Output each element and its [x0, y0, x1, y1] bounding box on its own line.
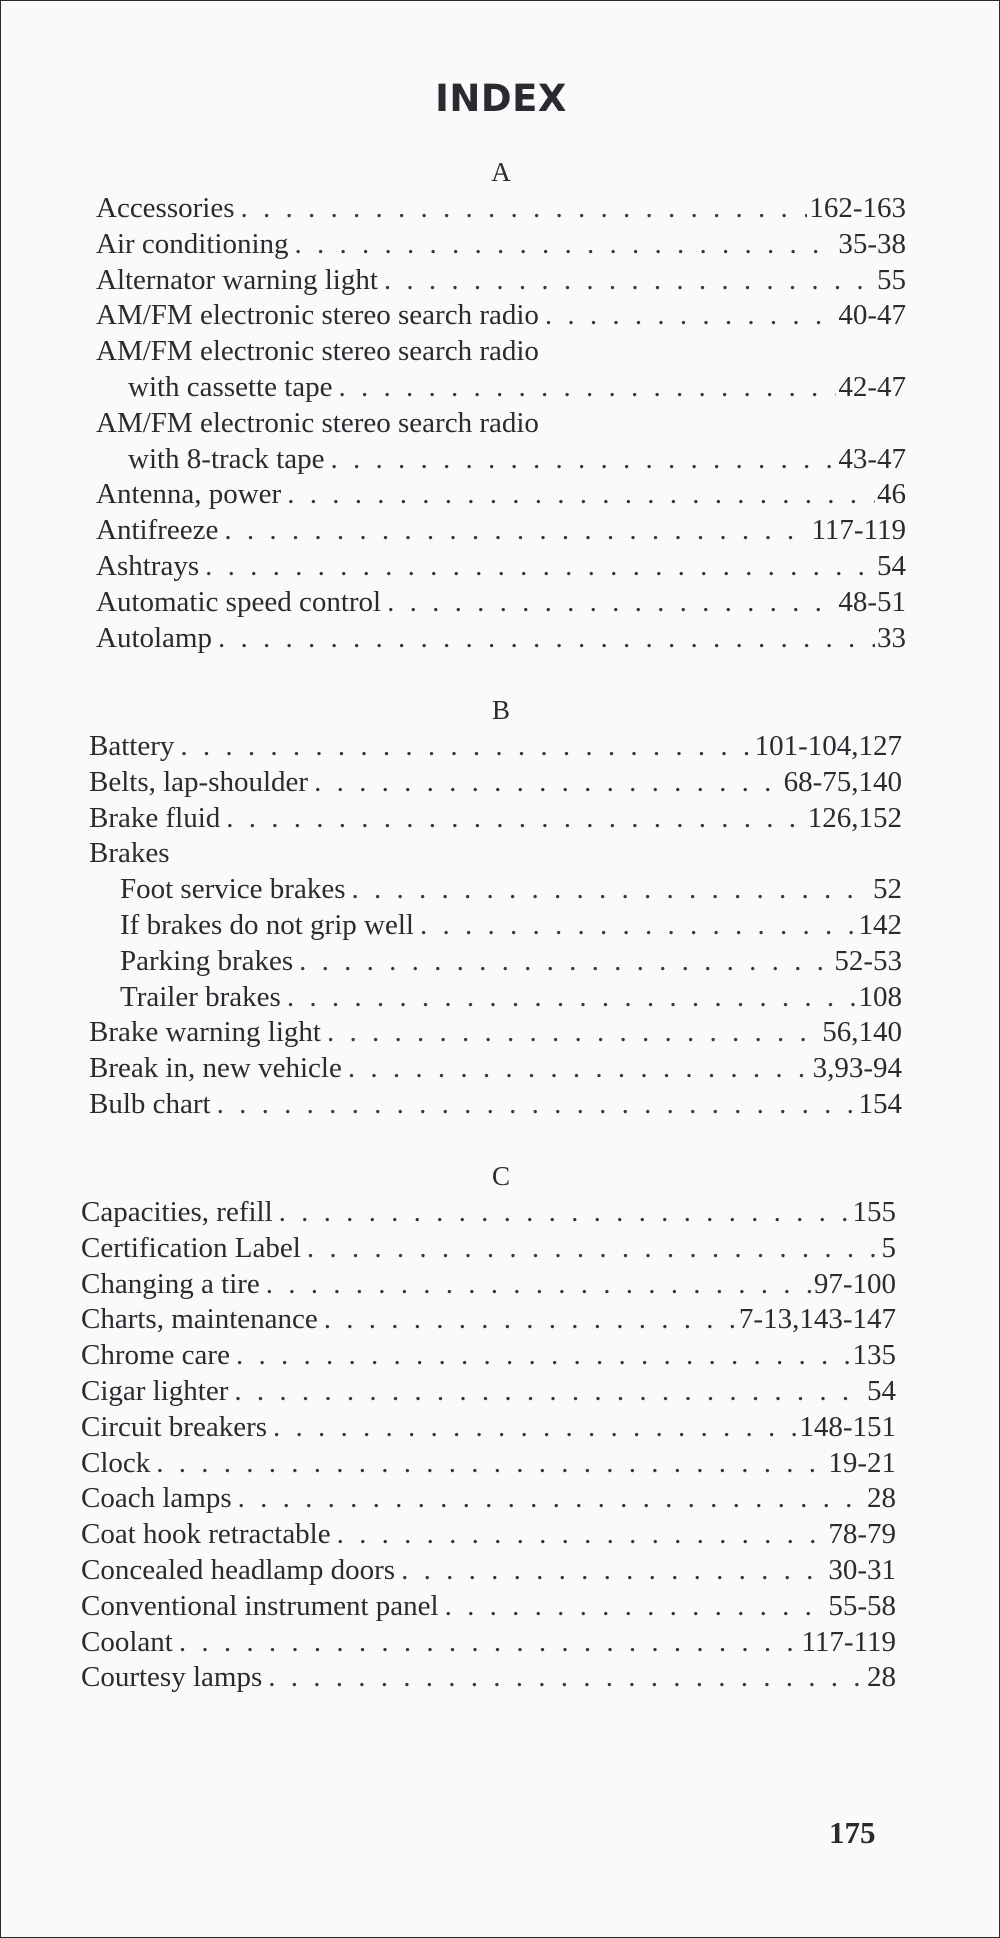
entry-pages: 108: [858, 980, 902, 1013]
index-entry: [81, 1410, 896, 1446]
entry-label: Antifreeze: [96, 514, 219, 547]
dot-leader: [236, 1338, 851, 1374]
entry-label: If brakes do not grip well: [120, 908, 414, 941]
entry-pages: 126,152: [807, 801, 902, 834]
entry-label: Concealed headlamp doors: [81, 1553, 396, 1586]
index-entry: [81, 1553, 896, 1589]
entry-pages: 46: [877, 478, 906, 511]
index-section-b: [1, 691, 1000, 1123]
section-letter: B: [491, 695, 510, 725]
dot-leader: [287, 980, 857, 1016]
entry-pages: 117-119: [801, 1625, 896, 1658]
entry-pages: 40-47: [838, 299, 906, 332]
entry-pages: 101-104,127: [754, 730, 902, 762]
dot-leader: [273, 1410, 797, 1446]
entry-label: Battery: [89, 730, 175, 762]
index-entry: [81, 1195, 896, 1231]
entry-pages: 117-119: [811, 514, 906, 547]
index-entry: [89, 872, 902, 908]
section-letter: A: [491, 157, 511, 187]
entry-label: AM/FM electronic stereo search radio: [96, 406, 539, 439]
entry-label: Air conditioning: [96, 227, 289, 260]
dot-leader: [224, 513, 809, 549]
dot-leader: [327, 1015, 820, 1051]
entry-label: Antenna, power: [96, 478, 282, 511]
entry-pages: 7-13,143-147: [738, 1303, 896, 1336]
entry-label: Bulb chart: [89, 1087, 211, 1120]
entry-label: Automatic speed control: [96, 585, 382, 618]
index-entry: [96, 227, 906, 263]
index-entry: [89, 1015, 902, 1051]
index-entry: [81, 1446, 896, 1482]
dot-leader: [279, 1195, 851, 1231]
dot-leader: [217, 1087, 857, 1123]
entry-pages: 19-21: [828, 1446, 896, 1479]
entry-pages: 55: [877, 263, 906, 296]
entry-pages: 48-51: [838, 585, 906, 618]
dot-leader: [268, 1660, 865, 1696]
dot-leader: [352, 872, 872, 908]
dot-leader: [241, 191, 808, 227]
entry-pages: 154: [858, 1087, 902, 1120]
entry-label: Coat hook retractable: [81, 1518, 331, 1551]
index-entry: [89, 908, 902, 944]
entry-label: Trailer brakes: [120, 980, 281, 1013]
index-entry: [96, 191, 906, 227]
entry-label: Autolamp: [96, 621, 212, 654]
index-entry: [81, 1338, 896, 1374]
entry-label: Foot service brakes: [120, 873, 346, 906]
entry-pages: 28: [867, 1661, 896, 1694]
entry-label: Certification Label: [81, 1231, 301, 1264]
entry-label: AM/FM electronic stereo search radio: [96, 335, 539, 368]
entry-label: Coach lamps: [81, 1482, 232, 1515]
entry-pages: 55-58: [828, 1589, 896, 1622]
index-entry: [81, 1374, 896, 1410]
entry-pages: 155: [852, 1196, 896, 1228]
dot-leader: [156, 1446, 826, 1482]
index-entry: [89, 729, 902, 765]
dot-leader: [180, 729, 752, 765]
entry-pages: 42-47: [838, 370, 906, 403]
index-entry: [96, 442, 906, 478]
entry-label: Conventional instrument panel: [81, 1589, 439, 1622]
entry-pages: 35-38: [838, 227, 906, 260]
index-entry: [89, 980, 902, 1016]
entry-label: Accessories: [96, 192, 235, 224]
index-entry: [81, 1625, 896, 1661]
entry-label: Cigar lighter: [81, 1374, 229, 1407]
entry-pages: 5: [881, 1231, 896, 1264]
entry-pages: 3,93-94: [812, 1052, 902, 1085]
entry-pages: 148-151: [799, 1410, 896, 1443]
entry-label: Brake warning light: [89, 1016, 321, 1049]
index-entry: [81, 1481, 896, 1517]
dot-leader: [179, 1625, 800, 1661]
index-entry: [96, 477, 906, 513]
entry-label: Brakes: [89, 837, 170, 870]
dot-leader: [545, 298, 836, 334]
index-entry: [89, 801, 902, 837]
entry-label: Alternator warning light: [96, 263, 378, 296]
index-entry: [96, 585, 906, 621]
dot-leader: [226, 801, 805, 837]
entry-pages: 142: [858, 908, 902, 941]
entry-label: Courtesy lamps: [81, 1661, 263, 1694]
index-entry: [89, 944, 902, 980]
entry-pages: 78-79: [828, 1518, 896, 1551]
dot-leader: [348, 1051, 811, 1087]
entry-label: Capacities, refill: [81, 1196, 273, 1228]
entry-label: Brake fluid: [89, 801, 221, 834]
index-entry: [81, 1517, 896, 1553]
entry-pages: 33: [877, 621, 906, 654]
index-section-c: [1, 1157, 1000, 1696]
index-entry: [96, 370, 906, 406]
section-letter: C: [491, 1161, 510, 1191]
dot-leader: [387, 585, 836, 621]
dot-leader: [266, 1267, 812, 1303]
dot-leader: [314, 765, 782, 801]
index-entry: [96, 549, 906, 585]
index-entry: [81, 1231, 896, 1267]
entry-label: Belts, lap-shoulder: [89, 765, 309, 798]
entry-label: Changing a tire: [81, 1267, 260, 1300]
entry-list: [89, 729, 902, 1123]
entry-label: with cassette tape: [128, 370, 333, 403]
dot-leader: [324, 1302, 737, 1338]
index-entry: [81, 1302, 896, 1338]
dot-leader: [307, 1231, 880, 1267]
index-section-a: [1, 153, 1000, 656]
index-entry: [96, 334, 906, 370]
dot-leader: [295, 227, 837, 263]
entry-pages: 135: [852, 1339, 896, 1372]
index-entry: [89, 1087, 902, 1123]
dot-leader: [445, 1589, 827, 1625]
page-title: INDEX: [435, 77, 567, 120]
index-entry: [89, 1051, 902, 1087]
index-entry: [89, 765, 902, 801]
entry-pages: 54: [877, 549, 906, 582]
dot-leader: [401, 1553, 826, 1589]
dot-leader: [218, 621, 875, 657]
index-entry: [96, 406, 906, 442]
dot-leader: [299, 944, 832, 980]
entry-pages: 162-163: [809, 192, 906, 224]
entry-pages: 56,140: [822, 1016, 902, 1049]
dot-leader: [337, 1517, 827, 1553]
entry-label: Parking brakes: [120, 944, 294, 977]
entry-label: Charts, maintenance: [81, 1303, 318, 1336]
index-entry: [81, 1589, 896, 1625]
index-entry: [89, 836, 902, 872]
entry-pages: 43-47: [838, 442, 906, 475]
index-entry: [96, 263, 906, 299]
dot-leader: [234, 1374, 865, 1410]
entry-list: [96, 191, 906, 656]
entry-label: Chrome care: [81, 1339, 230, 1372]
entry-pages: 97-100: [813, 1267, 896, 1300]
entry-label: Coolant: [81, 1625, 173, 1658]
dot-leader: [384, 263, 875, 299]
index-entry: [96, 513, 906, 549]
index-entry: [96, 298, 906, 334]
entry-pages: 54: [867, 1374, 896, 1407]
dot-leader: [339, 370, 837, 406]
entry-pages: 52-53: [834, 944, 902, 977]
entry-label: with 8-track tape: [128, 442, 325, 475]
page-number: 175: [829, 1815, 876, 1850]
entry-label: AM/FM electronic stereo search radio: [96, 299, 539, 332]
entry-label: Circuit breakers: [81, 1410, 268, 1443]
entry-label: Clock: [81, 1446, 151, 1479]
entry-pages: 28: [867, 1482, 896, 1515]
dot-leader: [238, 1481, 865, 1517]
entry-label: Break in, new vehicle: [89, 1052, 342, 1085]
dot-leader: [420, 908, 857, 944]
entry-label: Ashtrays: [96, 549, 200, 582]
entry-pages: 52: [873, 873, 902, 906]
dot-leader: [205, 549, 875, 585]
dot-leader: [287, 477, 875, 513]
entry-pages: 30-31: [828, 1553, 896, 1586]
index-entry: [81, 1660, 896, 1696]
entry-list: [81, 1195, 896, 1696]
dot-leader: [330, 442, 836, 478]
entry-pages: 68-75,140: [783, 765, 902, 798]
index-entry: [81, 1267, 896, 1303]
index-entry: [96, 621, 906, 657]
